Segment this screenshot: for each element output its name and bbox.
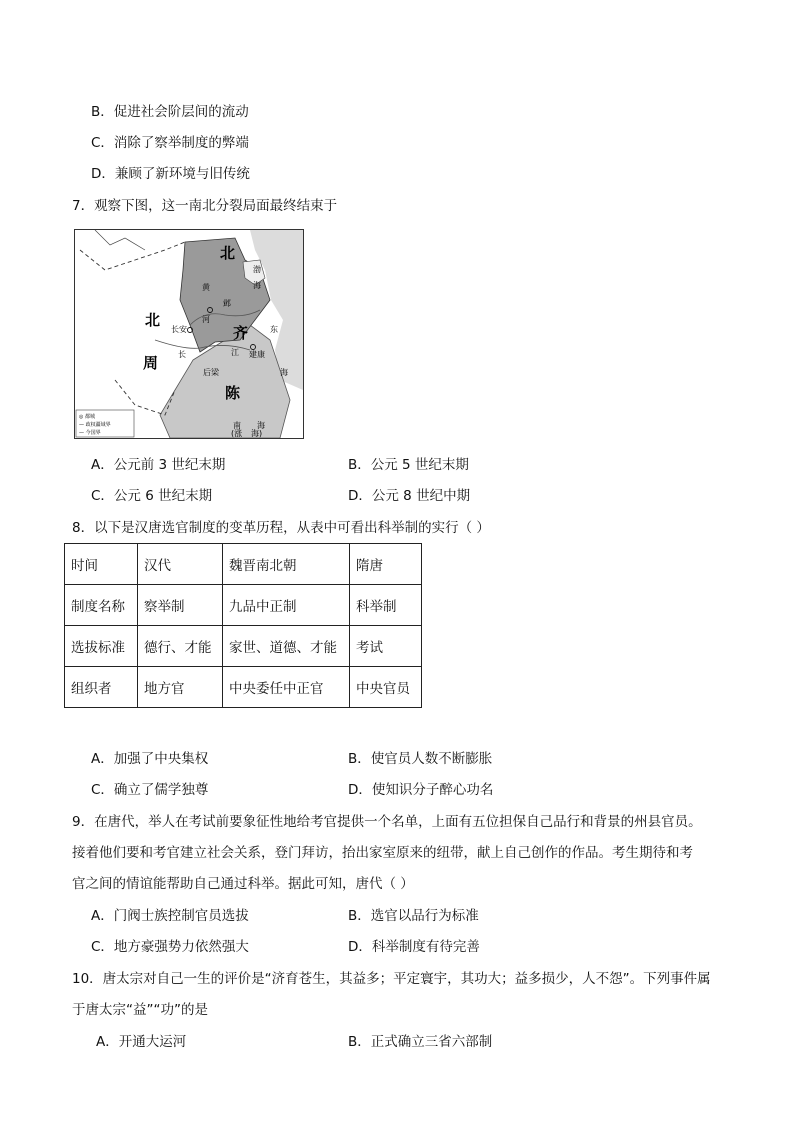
q10-option-a: A．开通大运河 [96, 1034, 187, 1050]
map-legend-border: — 政权疆域界 [79, 422, 111, 428]
q9-option-b: B．选官以品行为标准 [348, 908, 479, 924]
chen-territory [160, 325, 290, 438]
q9-option-c: C．地方豪强势力依然强大 [91, 939, 249, 955]
map-label-qi: 齐 [233, 324, 249, 342]
table-cell: 魏晋南北朝 [223, 544, 350, 585]
table-cell: 考试 [350, 626, 422, 667]
map-label-hai4: 海) [251, 429, 263, 438]
q9-option-d: D．科举制度有待完善 [348, 939, 480, 955]
q9-stem-line1: 9．在唐代，举人在考试前要象征性地给考官提供一个名单，上面有五位担保自己品行和背景的州县官员。 [72, 814, 702, 830]
table-cell: 中央委任中正官 [223, 667, 350, 708]
q7-option-a: A．公元前 3 世纪末期 [91, 457, 226, 473]
table-cell: 组织者 [65, 667, 138, 708]
map-label-houliang: 后梁 [203, 368, 219, 377]
q8-stem: 8．以下是汉唐选官制度的变革历程，从表中可看出科举制的实行（ ） [72, 520, 490, 536]
map-label-huang: 黄 [202, 283, 210, 292]
q8-option-a: A．加强了中央集权 [91, 751, 209, 767]
map-label-bei2: 北 [220, 244, 236, 262]
map-label-bei: 北 [145, 311, 161, 329]
table-row [65, 544, 422, 585]
q7-map [74, 229, 304, 439]
map-legend-modern: — 今国界 [79, 430, 101, 436]
map-label-ye: 邺 [223, 299, 231, 308]
q7-option-c: C．公元 6 世纪末期 [91, 488, 213, 504]
map-label-jiankang: 建康 [249, 350, 265, 359]
q6-option-c: C．消除了察举制度的弊端 [91, 135, 249, 151]
map-label-chang: 长 [178, 350, 186, 359]
q7-option-b: B．公元 5 世纪末期 [348, 457, 469, 473]
map-label-bo: 渤 [253, 265, 261, 274]
map-label-dong: 东 [270, 325, 278, 334]
q9-stem-line2: 接着他们要和考官建立社会关系，登门拜访，抬出家室原来的纽带，献上自己创作的作品。考生期待和考 [72, 845, 693, 861]
q9-option-a: A．门阀士族控制官员选拔 [91, 908, 249, 924]
map-label-changan: 长安 [171, 325, 187, 334]
table-cell: 选拔标准 [65, 626, 138, 667]
q7-stem: 7．观察下图，这一南北分裂局面最终结束于 [72, 198, 338, 214]
q8-option-d: D．使知识分子醉心功名 [348, 782, 494, 798]
table-cell: 汉代 [138, 544, 223, 585]
q8-option-c: C．确立了儒学独尊 [91, 782, 209, 798]
q10-stem-line2: 于唐太宗“益”“功”的是 [72, 1002, 208, 1018]
table-cell: 德行、才能 [138, 626, 223, 667]
q10-option-b: B．正式确立三省六部制 [348, 1034, 493, 1050]
map-label-hai3: 海 [257, 421, 265, 430]
map-label-zhou: 周 [143, 354, 159, 372]
table-cell: 时间 [65, 544, 138, 585]
map-label-chen: 陈 [225, 384, 241, 402]
table-cell: 九品中正制 [223, 585, 350, 626]
q6-option-b: B．促进社会阶层间的流动 [91, 104, 249, 120]
table-cell: 地方官 [138, 667, 223, 708]
q8-table [64, 543, 422, 708]
map-label-zhanghai: (涨 [231, 429, 243, 438]
q7-option-d: D．公元 8 世纪中期 [348, 488, 471, 504]
table-cell: 中央官员 [350, 667, 422, 708]
table-cell: 家世、道德、才能 [223, 626, 350, 667]
map-label-he: 河 [202, 315, 210, 324]
table-row [65, 667, 422, 708]
table-cell: 科举制 [350, 585, 422, 626]
q8-option-b: B．使官员人数不断膨胀 [348, 751, 493, 767]
map-legend-capital: ◎ 都城 [79, 414, 95, 420]
map-label-nan: 南 [233, 421, 241, 430]
table-cell: 察举制 [138, 585, 223, 626]
map-label-jiang: 江 [231, 348, 239, 357]
table-row [65, 626, 422, 667]
q6-option-d: D．兼顾了新环境与旧传统 [91, 166, 250, 182]
table-cell: 制度名称 [65, 585, 138, 626]
q9-stem-line3: 官之间的情谊能帮助自己通过科举。据此可知，唐代（ ） [72, 876, 414, 892]
table-row [65, 585, 422, 626]
table-cell: 隋唐 [350, 544, 422, 585]
map-label-hai2: 海 [280, 368, 288, 377]
q10-stem-line1: 10．唐太宗对自己一生的评价是“济育苍生，其益多；平定寰宇，其功大；益多损少，人不怨”。下列事件属 [72, 971, 711, 987]
map-label-hai: 海 [253, 281, 261, 290]
